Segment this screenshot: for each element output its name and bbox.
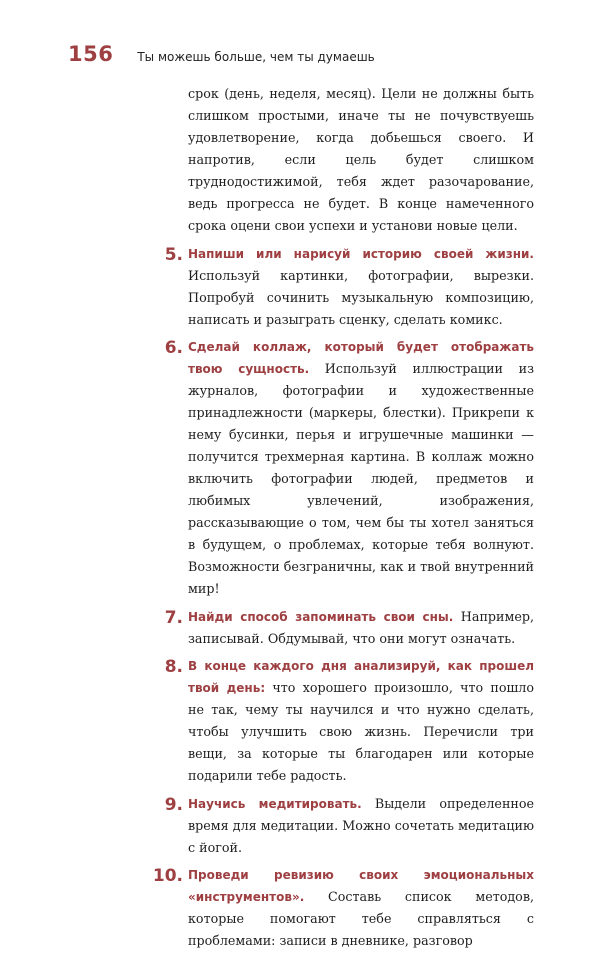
list-item — [164, 243, 534, 331]
item-number: 7. — [164, 607, 183, 628]
item-text: Выдели определенное время для медитации. Можно сочетать медитацию с йогой. — [188, 795, 534, 855]
item-text: что хорошего произошло, что пошло не так, чему ты научился и что нужно сделать, чтобы улучшить свою жизнь. Перечисли три вещи, за которые ты благодарен или которые подарили тебе радость. — [188, 680, 535, 783]
list-item — [152, 864, 534, 952]
item-heading: Научись медитировать. — [188, 796, 362, 811]
item-number: 5. — [164, 244, 183, 265]
item-heading: Найди способ запоминать свои сны. — [188, 609, 454, 624]
item-heading: Напиши или нарисуй историю своей жизни. — [188, 246, 534, 261]
continuation-paragraph: срок (день, неделя, месяц). Цели не должны быть слишком простыми, иначе ты не почувствуешь удовлетворение, когда добьешься своего. И напротив, если цель будет слишком труднодостижимой, тебя ждет разочарование, ведь прогресса не будет. В конце намеченного срока оцени свои успехи и установи новые цели. — [188, 86, 534, 233]
item-text: Используй иллюстрации из журналов, фотографии и художественные принадлежности (маркеры, блестки). Прикрепи к нему бусинки, перья и игрушечные машинки — получится трехмерная картина. В коллаж можно включить фотографии людей, предметов и любимых увлечений, изображения, рассказывающие о том, чем бы ты хотел заняться в будущем, о проблемах, которые тебя волнуют. Возможности безграничны, как и твой внутренний мир! — [188, 361, 534, 596]
item-number: 10. — [152, 866, 183, 886]
item-heading: Сделай коллаж, который будет отображать твою сущность. — [188, 340, 534, 376]
page-number: 156 — [68, 42, 114, 66]
item-number: 8. — [164, 657, 183, 677]
running-title: Ты можешь больше, чем ты думаешь — [137, 50, 375, 64]
page-header — [68, 42, 375, 66]
body-text — [152, 83, 535, 958]
list-item — [164, 336, 534, 600]
list-item — [164, 606, 535, 650]
list-item — [164, 655, 535, 787]
item-text: Например, записывай. Обдумывай, что они могут означать. — [188, 608, 535, 646]
item-text: Составь список методов, которые помогают тебе справляться с проблемами: записи в дневнике, разговор — [188, 889, 534, 948]
item-number: 6. — [164, 338, 183, 358]
item-heading: Проведи ревизию своих эмоциональных «инструментов». — [188, 868, 534, 904]
item-heading: В конце каждого дня анализируй, как прошел твой день: — [188, 659, 534, 695]
item-text: Используй картинки, фотографии, вырезки. Попробуй сочинить музыкальную композицию, написать и разыграть сценку, сделать комикс. — [188, 267, 534, 327]
item-number: 9. — [164, 794, 183, 815]
list-item — [164, 793, 534, 859]
